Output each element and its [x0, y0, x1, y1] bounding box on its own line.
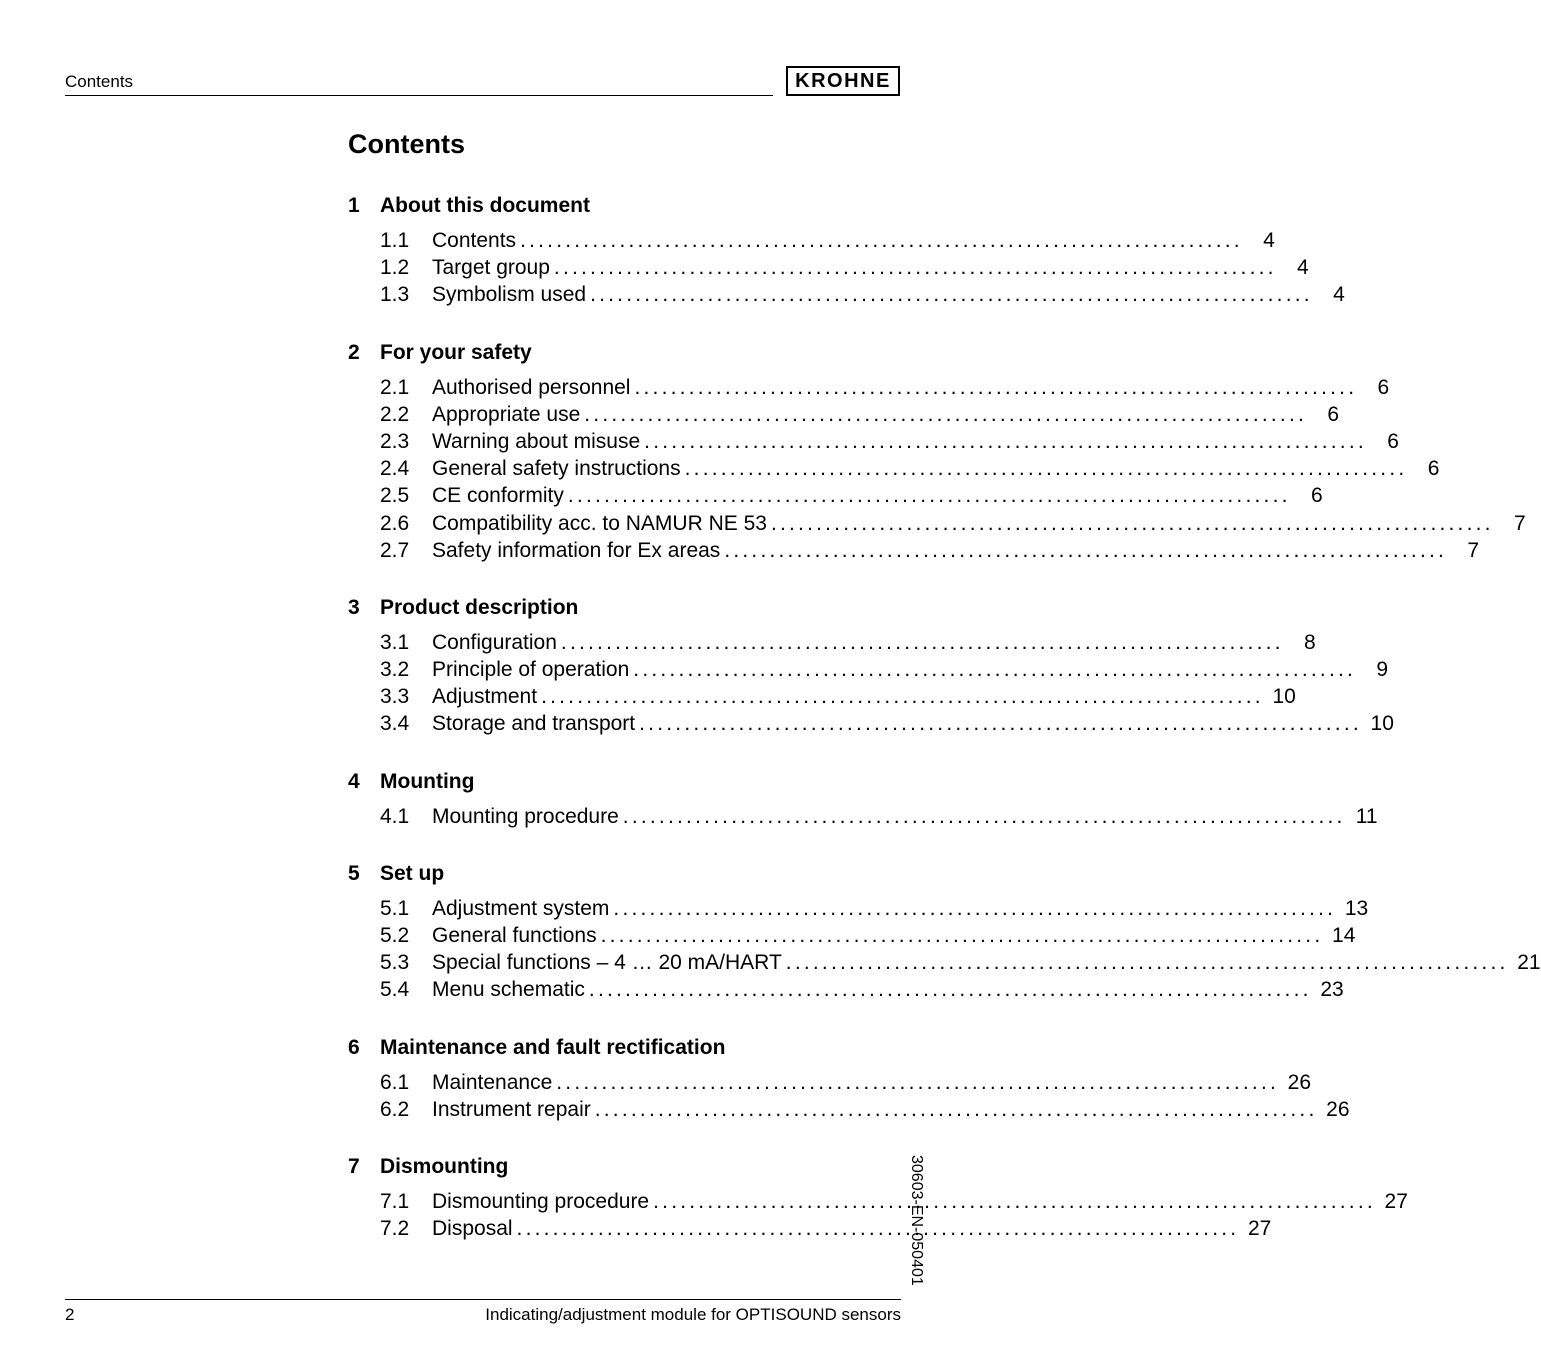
entry-title: Symbolism used [432, 283, 587, 307]
entry-number: 5.1 [380, 896, 410, 920]
chapter-number: 4 [348, 769, 360, 793]
entry-number: 2.6 [380, 511, 410, 535]
entry-title: General safety instructions [432, 457, 681, 481]
entry-number: 2.2 [380, 402, 410, 426]
chapter-title: Mounting [380, 769, 475, 793]
entry-title: Configuration [432, 630, 557, 654]
krohne-logo: KROHNE [786, 66, 900, 96]
dot-leader: ................................................................................ [644, 429, 1367, 453]
toc-entry[interactable] [348, 455, 1440, 482]
entry-page-number: 7 [1467, 538, 1480, 562]
entry-title: Menu schematic [432, 978, 585, 1002]
entry-number: 1.3 [380, 283, 410, 307]
toc-entry[interactable] [348, 656, 1389, 683]
toc-entry[interactable] [348, 401, 1340, 428]
chapter-number: 6 [348, 1035, 360, 1059]
entry-page-number: 7 [1514, 511, 1526, 535]
entry-title: Adjustment system [432, 896, 610, 920]
entry-page-number: 10 [1272, 685, 1296, 709]
entry-page-number: 6 [1377, 375, 1390, 399]
entry-page-number: 6 [1310, 484, 1323, 508]
entry-title: Safety information for Ex areas [432, 538, 721, 562]
chapter-heading[interactable] [348, 192, 901, 219]
entry-number: 3.3 [380, 685, 410, 709]
chapter-title: Dismounting [380, 1154, 509, 1178]
entry-title: Appropriate use [432, 402, 581, 426]
entry-title: Contents [432, 229, 517, 252]
toc-chapter [348, 860, 1541, 1004]
entry-page-number: 6 [1327, 402, 1340, 426]
toc-chapter [348, 192, 1345, 309]
chapter-number: 7 [348, 1154, 360, 1178]
dot-leader: ................................................................................ [556, 1070, 1280, 1094]
dot-leader: ................................................................................ [553, 256, 1277, 280]
dot-leader: ................................................................................ [653, 1189, 1376, 1213]
entry-page-number: 9 [1376, 658, 1389, 682]
entry-number: 3.2 [380, 658, 410, 682]
entry-page-number: 11 [1355, 804, 1378, 828]
toc-entry[interactable] [348, 1188, 1408, 1215]
dot-leader: ................................................................................ [600, 924, 1324, 947]
chapter-title: Product description [380, 595, 579, 619]
entry-page-number: 6 [1427, 457, 1440, 481]
dot-leader: ................................................................................ [588, 978, 1312, 1002]
dot-leader: ................................................................................ [520, 229, 1243, 252]
dot-leader: ................................................................................ [684, 457, 1408, 481]
entry-number: 2.4 [380, 457, 410, 481]
entry-number: 3.1 [380, 630, 410, 654]
entry-title: Dismounting procedure [432, 1189, 650, 1213]
dot-leader: ................................................................................ [516, 1217, 1240, 1241]
entry-page-number: 13 [1344, 896, 1369, 920]
dot-leader: ................................................................................ [590, 283, 1313, 307]
footer-page-number: 2 [65, 1305, 75, 1324]
entry-number: 2.3 [380, 429, 410, 453]
entry-number: 6.1 [380, 1070, 410, 1094]
entry-title: Mounting procedure [432, 804, 619, 828]
document-code: 30603-EN-050401 [908, 1155, 925, 1286]
toc-chapter [348, 594, 1394, 738]
chapter-heading[interactable] [348, 339, 901, 366]
entry-page-number: 26 [1326, 1097, 1350, 1121]
entry-title: Target group [432, 256, 550, 280]
footer-title: Indicating/adjustment module for OPTISOUND sensors [485, 1305, 901, 1324]
entry-title: Maintenance [432, 1070, 553, 1094]
header-rule [65, 95, 773, 96]
toc-entry[interactable] [348, 254, 1309, 281]
entry-page-number: 4 [1333, 283, 1345, 307]
entry-title: Disposal [432, 1217, 513, 1241]
dot-leader: ................................................................................ [622, 804, 1346, 828]
entry-title: Instrument repair [432, 1097, 591, 1121]
dot-leader: ................................................................................ [633, 658, 1357, 682]
toc-entry[interactable] [348, 922, 1356, 949]
entry-number: 7.1 [380, 1189, 410, 1213]
chapter-heading[interactable] [348, 1153, 901, 1180]
entry-title: Principle of operation [432, 658, 630, 682]
toc-entry[interactable] [348, 374, 1390, 401]
entry-title: Compatibility acc. to NAMUR NE 53 [432, 511, 767, 535]
toc-entry[interactable] [348, 895, 1369, 922]
dot-leader: ................................................................................ [567, 484, 1291, 508]
entry-number: 6.2 [380, 1097, 410, 1121]
dot-leader: ................................................................................ [785, 951, 1509, 975]
dot-leader: ................................................................................ [724, 538, 1448, 562]
dot-leader: ................................................................................ [541, 685, 1264, 709]
entry-page-number: 10 [1370, 712, 1394, 736]
toc-entry[interactable] [348, 537, 1480, 564]
toc-entry[interactable] [348, 428, 1399, 455]
toc-entry[interactable] [348, 482, 1323, 509]
entry-title: CE conformity [432, 484, 564, 508]
chapter-heading[interactable] [348, 1034, 901, 1061]
chapter-heading[interactable] [348, 768, 901, 795]
toc-entry[interactable] [348, 1069, 1312, 1096]
toc-entry[interactable] [348, 1215, 1272, 1242]
entry-number: 4.1 [380, 804, 410, 828]
entry-number: 1.1 [380, 229, 410, 252]
dot-leader: ................................................................................ [594, 1097, 1318, 1121]
dot-leader: ................................................................................ [770, 511, 1494, 535]
entry-number: 5.2 [380, 924, 410, 947]
entry-title: General functions [432, 924, 597, 947]
entry-page-number: 6 [1387, 429, 1399, 453]
toc-entry[interactable] [348, 803, 1378, 830]
toc-entry[interactable] [348, 949, 1541, 976]
entry-title: Special functions – 4 … 20 mA/HART [432, 951, 782, 975]
chapter-title: Maintenance and fault rectification [380, 1035, 726, 1059]
toc-entry[interactable] [348, 227, 1275, 254]
dot-leader: ................................................................................ [584, 402, 1308, 426]
page-title: Contents [348, 129, 465, 159]
entry-number: 2.1 [380, 375, 410, 399]
toc-chapter [348, 1034, 1350, 1123]
dot-leader: ................................................................................ [639, 712, 1362, 736]
chapter-number: 2 [348, 340, 360, 364]
entry-page-number: 4 [1263, 229, 1275, 252]
chapter-number: 1 [348, 194, 360, 217]
toc-chapter [348, 768, 1378, 830]
running-header: Contents [65, 72, 134, 91]
entry-page-number: 23 [1320, 978, 1344, 1002]
chapter-title: Set up [380, 861, 445, 885]
toc-entry[interactable] [348, 976, 1344, 1003]
entry-page-number: 8 [1304, 630, 1316, 654]
entry-number: 1.2 [380, 256, 410, 280]
entry-number: 2.7 [380, 538, 410, 562]
chapter-heading[interactable] [348, 860, 901, 887]
toc-chapter [348, 339, 1526, 564]
entry-number: 7.2 [380, 1217, 410, 1241]
dot-leader: ................................................................................ [634, 375, 1358, 399]
toc-entry[interactable] [348, 510, 1526, 537]
dot-leader: ................................................................................ [560, 630, 1284, 654]
entry-page-number: 21 [1517, 951, 1541, 975]
entry-page-number: 26 [1287, 1070, 1312, 1094]
chapter-number: 3 [348, 595, 360, 619]
entry-page-number: 27 [1247, 1217, 1272, 1241]
toc-entry[interactable] [348, 629, 1316, 656]
dot-leader: ................................................................................ [613, 896, 1337, 920]
entry-title: Warning about misuse [432, 429, 641, 453]
entry-page-number: 4 [1297, 256, 1309, 280]
toc-entry[interactable] [348, 683, 1296, 710]
entry-title: Storage and transport [432, 712, 636, 736]
chapter-title: About this document [380, 194, 590, 217]
entry-page-number: 27 [1384, 1189, 1408, 1213]
chapter-title: For your safety [380, 340, 532, 364]
toc-entry[interactable] [348, 281, 1345, 308]
entry-number: 2.5 [380, 484, 410, 508]
entry-title: Adjustment [432, 685, 538, 709]
entry-number: 5.3 [380, 951, 410, 975]
toc-entry[interactable] [348, 1096, 1350, 1123]
entry-page-number: 14 [1332, 924, 1356, 947]
entry-number: 5.4 [380, 978, 410, 1002]
entry-title: Authorised personnel [432, 375, 631, 399]
chapter-number: 5 [348, 861, 360, 885]
toc-entry[interactable] [348, 710, 1394, 737]
entry-number: 3.4 [380, 712, 410, 736]
footer-rule [65, 1299, 901, 1300]
chapter-heading[interactable] [348, 594, 901, 621]
